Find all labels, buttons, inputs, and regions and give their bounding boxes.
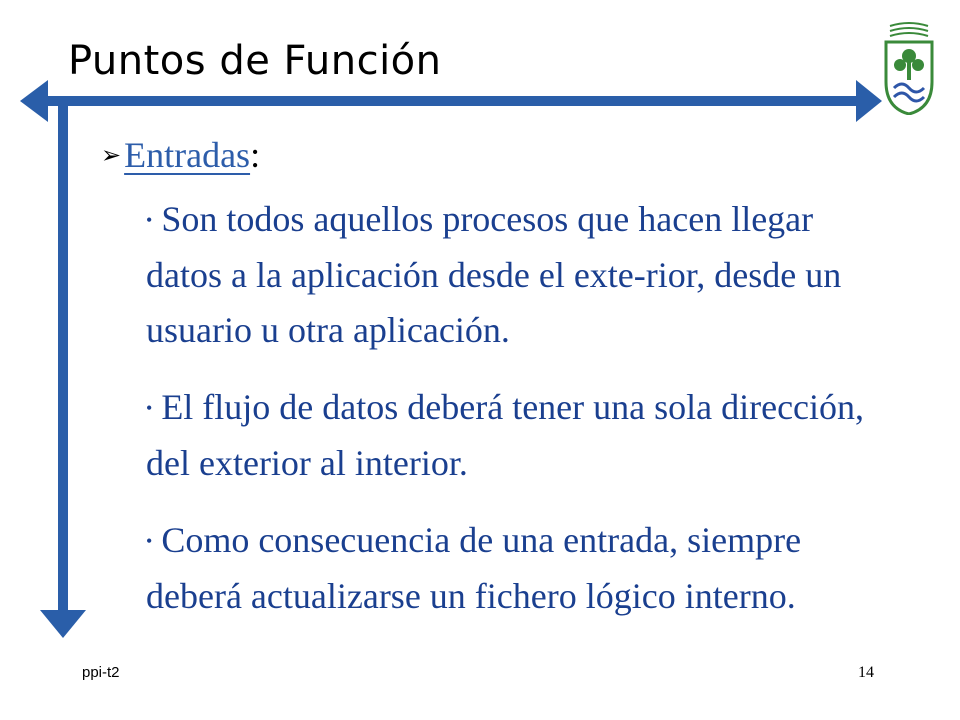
bullet-item — [146, 513, 866, 624]
arrowhead-bullet-icon: ➢ — [101, 143, 122, 169]
bullet-dot-icon: • — [146, 210, 153, 230]
footer-label: ppi-t2 — [82, 664, 120, 681]
bullet-list — [146, 192, 866, 646]
page-number: 14 — [858, 664, 874, 681]
bullet-item — [146, 380, 866, 491]
bullet-dot-icon: • — [146, 398, 153, 418]
heading-colon: : — [250, 135, 261, 175]
entradas-link[interactable]: Entradas — [124, 135, 251, 175]
section-heading — [101, 134, 260, 176]
bullet-text: El flujo de datos deberá tener una sola dirección, del exterior al interior. — [146, 387, 865, 483]
bullet-text: Como consecuencia de una entrada, siempre deberá actualizarse un fichero lógico interno. — [146, 520, 802, 616]
down-arrow-icon — [40, 104, 86, 638]
bullet-text: Son todos aquellos procesos que hacen llegar datos a la aplicación desde el exte-rior, desde un usuario u otra aplicación. — [146, 199, 842, 350]
university-crest-logo — [878, 20, 940, 115]
bullet-dot-icon: • — [146, 531, 153, 551]
slide-title: Puntos de Función — [68, 38, 442, 84]
bullet-item — [146, 192, 866, 358]
double-headed-arrow-icon — [20, 80, 882, 122]
